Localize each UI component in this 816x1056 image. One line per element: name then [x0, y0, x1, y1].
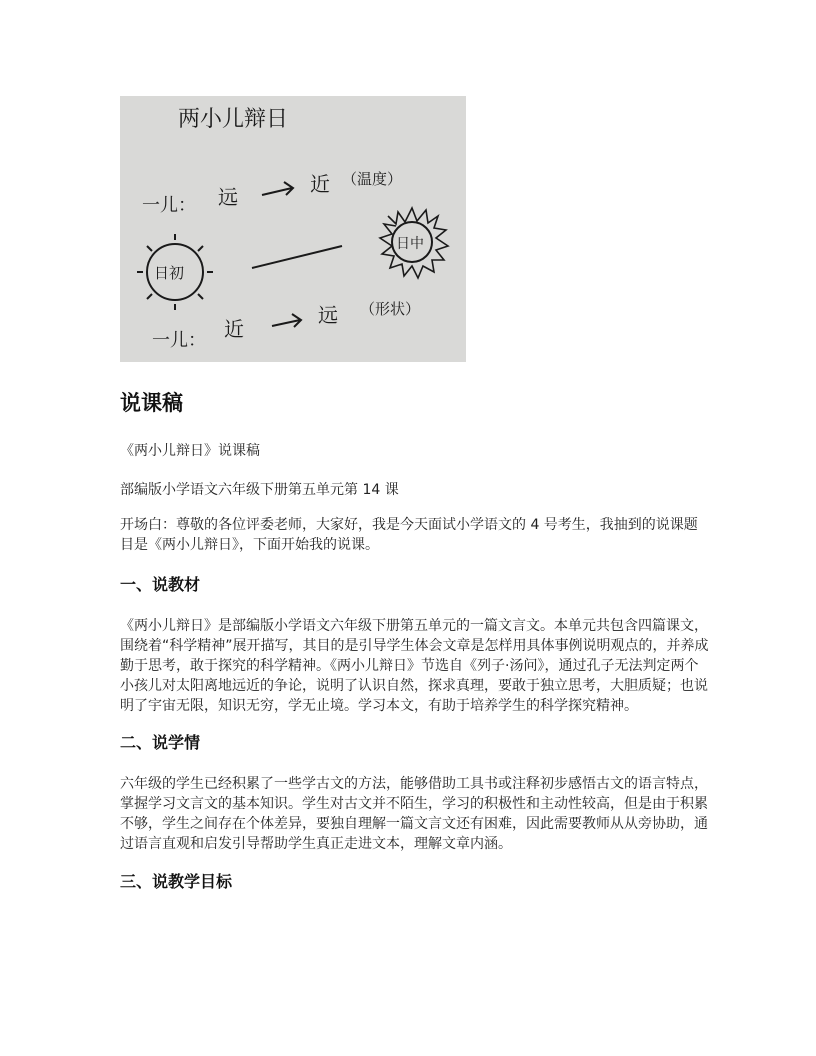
sun-right-label: 日中: [396, 236, 424, 252]
row2-speaker: 一儿：: [152, 330, 206, 351]
row2-from: 近: [224, 317, 244, 341]
row1-speaker: 一儿：: [142, 195, 196, 216]
row1-from: 远: [218, 185, 238, 209]
sun-left-label: 日初: [154, 264, 185, 282]
lesson-source: 部编版小学语文六年级下册第五单元第 14 课: [120, 482, 399, 498]
section-body-textbook: 《两小儿辩日》是部编版小学语文六年级下册第五单元的一篇文言文。本单元共包含四篇课文，围绕着“科学精神”展开描写，其目的是引导学生体会文章是怎样用具体事例说明观点的，并养成勤于思考，敢于探究的科学精神。《两小儿辩日》节选自《列子·汤问》，通过孔子无法判定两个小孩儿对太阳离地远近的争论，说明了认识自然，探求真理，要敢于独立思考，大胆质疑；也说明了宇宙无限，知识无穷，学无止境。学习本文，有助于培养学生的科学探究精神。: [120, 618, 709, 714]
lesson-subtitle: 《两小儿辩日》说课稿: [120, 443, 260, 459]
whiteboard-photo: [120, 96, 466, 362]
section-body-students: 六年级的学生已经积累了一些学古文的方法，能够借助工具书或注释初步感悟古文的语言特点，掌握学习文言文的基本知识。学生对古文并不陌生，学习的积极性和主动性较高，但是由于积累不够，学生之间存在个体差异，要独自理解一篇文言文还有困难，因此需要教师从从旁协助，通过语言直观和启发引导帮助学生真正走进文本，理解文章内涵。: [120, 776, 708, 852]
row2-to: 远: [318, 303, 338, 327]
section-heading-textbook: 一、说教材: [120, 575, 201, 594]
sketch-drawing: [120, 96, 466, 362]
document-title: 说课稿: [120, 391, 183, 415]
document-body: [120, 384, 710, 894]
section-heading-objectives: 三、说教学目标: [120, 872, 233, 891]
row1-note: （温度）: [342, 170, 403, 188]
section-heading-students: 二、说学情: [120, 733, 201, 752]
opening-paragraph: 开场白：尊敬的各位评委老师，大家好，我是今天面试小学语文的 4 号考生，我抽到的说课题目是《两小儿辩日》，下面开始我的说课。: [120, 517, 698, 553]
row2-note: （形状）: [360, 300, 421, 318]
row1-to: 近: [310, 172, 330, 196]
sketch-title: 两小儿辩日: [178, 107, 289, 132]
